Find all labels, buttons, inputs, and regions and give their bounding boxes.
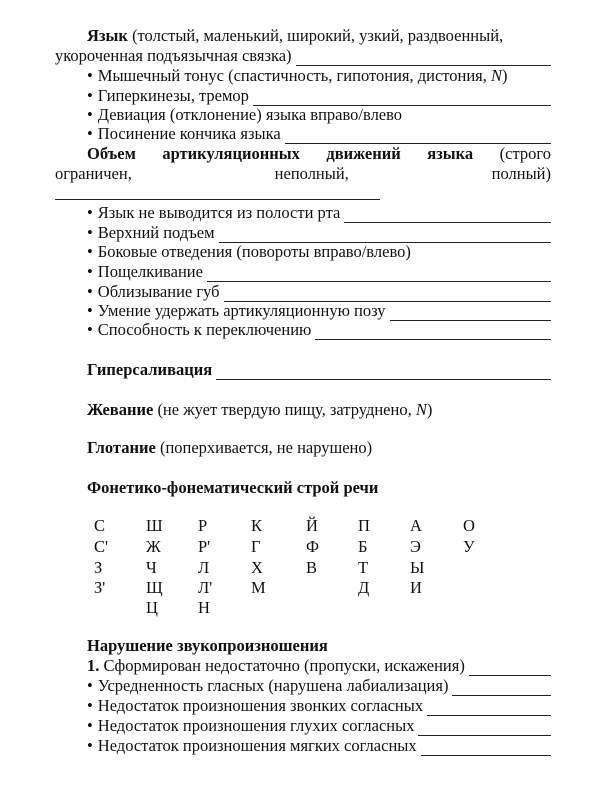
answer-blank[interactable] xyxy=(418,720,551,736)
sound-letter: Ч xyxy=(146,558,157,577)
chewing-line xyxy=(55,400,551,420)
tongue-item-tone xyxy=(55,66,551,86)
disorder-item-text: • Усредненность гласных (нарушена лабиализация) xyxy=(97,676,449,695)
disorder-item xyxy=(55,716,551,736)
sound-letter: С xyxy=(94,516,106,535)
disorder-item xyxy=(55,676,551,696)
sound-letter: И xyxy=(410,578,422,597)
tongue-item-cyanosis-text: • Посинение кончика языка xyxy=(97,124,281,143)
answer-blank[interactable] xyxy=(285,128,551,144)
sound-letter: О xyxy=(463,516,475,535)
tongue-options: (толстый, маленький, широкий, узкий, раздвоенный, xyxy=(127,26,504,45)
volume-item-text: • Способность к переключению xyxy=(97,320,312,339)
volume-word: Объем xyxy=(87,144,136,163)
tongue-label: Язык xyxy=(87,26,128,45)
disorder-item-text: • Недостаток произношения звонких согласных xyxy=(97,696,424,715)
volume-item xyxy=(55,242,551,262)
disorder-first xyxy=(55,656,551,676)
volume-item-text: • Верхний подъем xyxy=(97,223,215,242)
volume-word: артикуляционных xyxy=(162,144,300,163)
phonetic-title: Фонетико-фонематический строй речи xyxy=(87,478,379,497)
volume-item-text: • Облизывание губ xyxy=(97,282,220,301)
answer-blank[interactable] xyxy=(452,680,551,696)
volume-word: (строго xyxy=(499,144,551,163)
tongue-item-deviation xyxy=(55,105,551,125)
volume-item xyxy=(55,262,551,282)
answer-blank[interactable] xyxy=(207,266,551,282)
chewing-label: Жевание xyxy=(87,400,154,419)
disorder-item-text: • Недостаток произношения глухих согласных xyxy=(97,716,415,735)
volume-line2 xyxy=(55,164,551,184)
swallowing-options: (поперхивается, не нарушено) xyxy=(155,438,373,457)
sound-letter: Ш xyxy=(146,516,163,535)
volume-option: неполный, xyxy=(274,164,349,183)
disorder-item xyxy=(55,696,551,716)
tongue-heading xyxy=(87,26,503,46)
volume-option: ограничен, xyxy=(55,164,132,183)
tongue-item-cyanosis xyxy=(55,124,551,144)
answer-blank[interactable] xyxy=(344,207,551,223)
sound-letter: Л xyxy=(198,558,210,577)
answer-blank[interactable] xyxy=(216,364,551,380)
volume-item-text: • Боковые отведения (повороты вправо/влево) xyxy=(97,242,411,261)
tongue-item-deviation-text: • Девиация (отклонение) языка вправо/влево xyxy=(97,105,403,124)
sound-letter: С' xyxy=(94,537,108,556)
tongue-line2 xyxy=(55,46,551,66)
tongue-item-hyperkinesis xyxy=(55,86,551,106)
sound-letter: А xyxy=(410,516,422,535)
sound-letter: Д xyxy=(358,578,370,597)
sound-letter: П xyxy=(358,516,370,535)
disorder-first-text: 1. Сформирован недостаточно (пропуски, искажения) xyxy=(87,656,465,675)
sound-letter: У xyxy=(463,537,475,556)
tongue-item-hyperkinesis-text: • Гиперкинезы, тремор xyxy=(97,86,249,105)
sound-letter: Р' xyxy=(198,537,211,556)
volume-item-text: • Пощелкивание xyxy=(97,262,203,281)
sound-letter: Б xyxy=(358,537,368,556)
tongue-heading-line xyxy=(55,26,551,46)
tongue-item-tone-text: • Мышечный тонус (спастичность, гипотония, дистония, N) xyxy=(97,66,508,85)
volume-item xyxy=(55,223,551,243)
chewing-close: ) xyxy=(426,400,433,419)
volume-word: движений xyxy=(326,144,401,163)
answer-blank[interactable] xyxy=(469,660,551,676)
sound-letter: Щ xyxy=(146,578,163,597)
volume-item xyxy=(55,203,551,223)
answer-blank[interactable] xyxy=(224,286,551,302)
answer-blank[interactable] xyxy=(296,50,551,66)
answer-blank[interactable] xyxy=(55,199,380,200)
disorder-item-text: • Недостаток произношения мягких согласных xyxy=(97,736,417,755)
sound-letter: Й xyxy=(306,516,318,535)
sound-letter: Р xyxy=(198,516,208,535)
sound-letter: Г xyxy=(251,537,261,556)
volume-heading-line xyxy=(55,144,551,164)
sound-letter: М xyxy=(251,578,266,597)
sound-letter: З xyxy=(94,558,103,577)
sound-letter: Э xyxy=(410,537,421,556)
volume-item-text: • Язык не выводится из полости рта xyxy=(97,203,341,222)
sound-letter: Ж xyxy=(146,537,161,556)
hypersalivation-label: Гиперсаливация xyxy=(87,360,213,379)
disorder-item xyxy=(55,736,551,756)
sound-letter: Ц xyxy=(146,598,158,617)
volume-item xyxy=(55,282,551,302)
swallowing-line xyxy=(55,438,551,458)
sound-letter: В xyxy=(306,558,318,577)
sound-letter: Н xyxy=(198,598,210,617)
sound-letter: Ф xyxy=(306,537,320,556)
sound-letter: Л' xyxy=(198,578,213,597)
sound-letter: К xyxy=(251,516,263,535)
chewing-options: (не жует твердую пищу, затруднено, xyxy=(153,400,416,419)
chewing-norm: N xyxy=(415,400,427,419)
answer-blank[interactable] xyxy=(253,90,551,106)
sound-letter: Ы xyxy=(410,558,425,577)
hypersalivation-line xyxy=(55,360,551,380)
volume-item xyxy=(55,320,551,340)
sound-letter: Х xyxy=(251,558,263,577)
answer-blank[interactable] xyxy=(421,740,551,756)
answer-blank[interactable] xyxy=(390,305,551,321)
volume-item-text: • Умение удержать артикуляционную позу xyxy=(97,301,386,320)
answer-blank[interactable] xyxy=(219,227,551,243)
swallowing-label: Глотание xyxy=(87,438,156,457)
sound-letter: З' xyxy=(94,578,106,597)
tongue-line2-text: укороченная подъязычная связка) xyxy=(55,46,292,65)
answer-blank[interactable] xyxy=(427,700,551,716)
sound-letter: Т xyxy=(358,558,369,577)
volume-item xyxy=(55,301,551,321)
disorder-title: Нарушение звукопроизношения xyxy=(87,636,328,655)
volume-option: полный) xyxy=(491,164,551,183)
volume-word: языка xyxy=(427,144,474,163)
answer-blank[interactable] xyxy=(315,324,551,340)
